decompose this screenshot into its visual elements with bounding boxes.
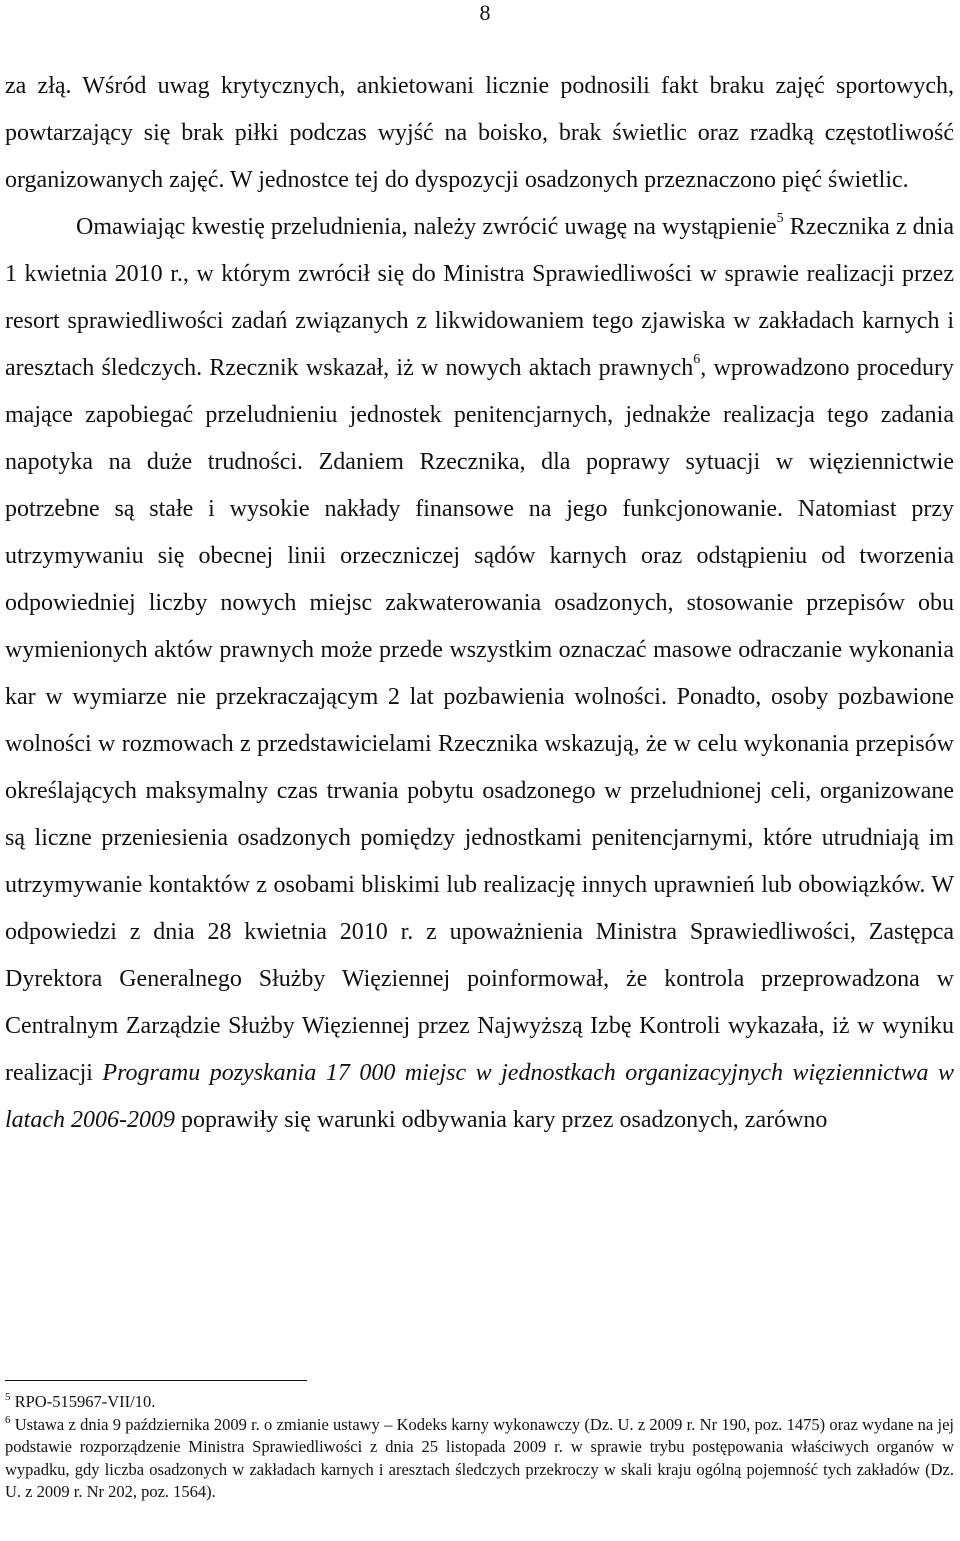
footnotes [5, 1391, 954, 1504]
footnote-separator [5, 1380, 307, 1381]
footnote-5 [5, 1391, 954, 1414]
footnote-ref-5[interactable]: 5 [776, 211, 784, 226]
footnote-6-marker: 6 [5, 1413, 11, 1426]
paragraph-2-text-b: Rzecznika z dnia 1 kwietnia 2010 r., w którym zwrócił się do Ministra Sprawiedliwości w sprawie realizacji przez resort sprawiedliwości zadań związanych z likwidowaniem tego zjawiska w zakładach karnych i aresztach śledczych. Rzecznik wskazał, iż w nowych aktach prawnych [5, 214, 954, 381]
footnote-5-text: RPO-515967-VII/10. [10, 1392, 156, 1411]
paragraph-1 [5, 63, 954, 204]
footnote-6 [5, 1414, 954, 1504]
paragraph-2-text-d: poprawiły się warunki odbywania kary przez osadzonych, zarówno [174, 1107, 828, 1133]
program-title: Programu pozyskania 17 000 miejsc w jednostkach organizacyjnych więziennictwa w latach 2006-2009 [5, 1060, 954, 1133]
paragraph-1-text: za złą. Wśród uwag krytycznych, ankietowani licznie podnosili fakt braku zajęć sportowych, powtarzający się brak piłki podczas wyjść na boisko, brak świetlic oraz rzadką częstotliwość organizowanych zajęć. W jednostce tej do dyspozycji osadzonych przeznaczono pięć świetlic. [5, 73, 954, 193]
footnote-5-marker: 5 [5, 1391, 11, 1403]
page-number: 8 [479, 0, 491, 25]
footnote-ref-6[interactable]: 6 [693, 352, 701, 367]
paragraph-2-text-a: Omawiając kwestię przeludnienia, należy zwrócić uwagę na wystąpienie [76, 214, 777, 240]
footnote-6-text: Ustawa z dnia 9 października 2009 r. o zmianie ustawy – Kodeks karny wykonawczy (Dz. U. z 2009 r. Nr 190, poz. 1475) oraz wydane na jej podstawie rozporządzenie Ministra Sprawiedliwości z dnia 25 listopada 2009 r. w sprawie trybu postępowania właściwych organów w wypadku, gdy liczba osadzonych w zakładach karnych i aresztach śledczych przekroczy w skali kraju ogólną pojemność tych zakładów (Dz. U. z 2009 r. Nr 202, poz. 1564). [5, 1414, 954, 1501]
paragraph-2-text-c: , wprowadzono procedury mające zapobiegać przeludnieniu jednostek penitencjarnych, jednakże realizacja tego zadania napotyka na duże trudności. Zdaniem Rzecznika, dla poprawy sytuacji w więziennictwie potrzebne są stałe i wysokie nakłady finansowe na jego funkcjonowanie. Natomiast przy utrzymywaniu się obecnej linii orzeczniczej sądów karnych oraz odstąpieniu od tworzenia odpowiedniej liczby nowych miejsc zakwaterowania osadzonych, stosowanie przepisów obu wymienionych aktów prawnych może przede wszystkim oznaczać masowe odraczanie wykonania kar w wymiarze nie przekraczającym 2 lat pozbawienia wolności. Ponadto, osoby pozbawione wolności w rozmowach z przedstawicielami Rzecznika wskazują, że w celu wykonania przepisów określających maksymalny czas trwania pobytu osadzonego w przeludnionej celi, organizowane są liczne przeniesienia osadzonych pomiędzy jednostkami penitencjarnymi, które utrudniają im utrzymywanie kontaktów z osobami bliskimi lub realizację innych uprawnień lub obowiązków. W odpowiedzi z dnia 28 kwietnia 2010 r. z upoważnienia Ministra Sprawiedliwości, Zastępca Dyrektora Generalnego Służby Więziennej poinformował, że kontrola przeprowadzona w Centralnym Zarządzie Służby Więziennej przez Najwyższą Izbę Kontroli wykazała, iż w wyniku realizacji [5, 355, 954, 1086]
body-text [5, 63, 954, 1144]
paragraph-2 [5, 204, 954, 1144]
